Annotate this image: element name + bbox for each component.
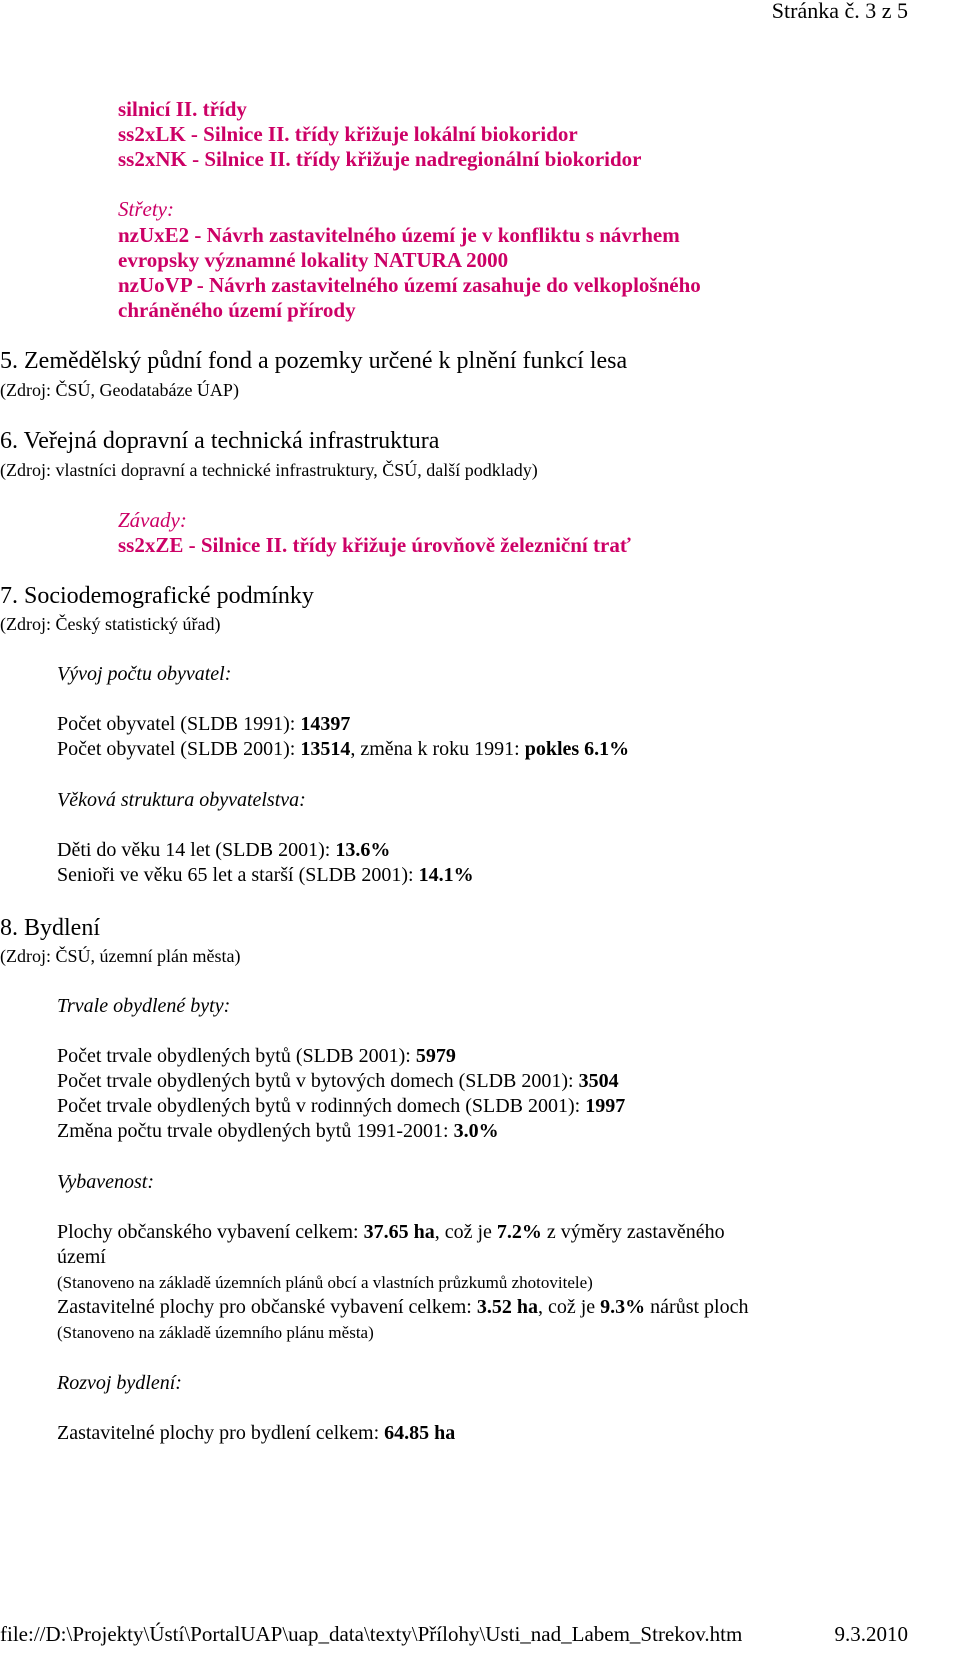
rozvoj-label: Rozvoj bydlení: [57, 1372, 182, 1394]
byty-zmena: Změna počtu trvale obydlených bytů 1991-2001: 3.0% [57, 1120, 499, 1142]
footer-path: file://D:\Projekty\Ústí\PortalUAP\uap_data\texty\Přílohy\Usti_nad_Labem_Strekov.htm [0, 1622, 743, 1646]
bydleni-plochy: Zastavitelné plochy pro bydlení celkem: 64.85 ha [57, 1422, 456, 1444]
section-5-source: (Zdroj: ČSÚ, Geodatabáze ÚAP) [0, 380, 239, 400]
trvale-label: Trvale obydlené byty: [57, 995, 231, 1017]
vyvoj-label: Vývoj počtu obyvatel: [57, 663, 232, 685]
pop-2001: Počet obyvatel (SLDB 2001): 13514, změna k roku 1991: pokles 6.1% [57, 738, 630, 760]
zavady-label: Závady: [118, 508, 187, 532]
zastavitelne-vybaveni: Zastavitelné plochy pro občanské vybavení celkem: 3.52 ha, což je 9.3% nárůst ploch [57, 1296, 749, 1318]
strety-line: nzUoVP - Návrh zastavitelného území zasahuje do velkoplošného [118, 273, 701, 297]
footer-date: 9.3.2010 [834, 1622, 908, 1646]
byty-rodinne-domy: Počet trvale obydlených bytů v rodinných domech (SLDB 2001): 1997 [57, 1095, 626, 1117]
section-7-source: (Zdroj: Český statistický úřad) [0, 614, 221, 634]
pop-1991: Počet obyvatel (SLDB 1991): 14397 [57, 713, 351, 735]
zastavitelne-note: (Stanoveno na základě územního plánu města) [57, 1323, 374, 1342]
section-6-source: (Zdroj: vlastníci dopravní a technické infrastruktury, ČSÚ, další podklady) [0, 460, 538, 480]
vybaveni-plochy-cont: území [57, 1246, 106, 1268]
page-number: Stránka č. 3 z 5 [771, 0, 908, 23]
vybaveni-plochy: Plochy občanského vybavení celkem: 37.65 ha, což je 7.2% z výměry zastavěného [57, 1221, 725, 1243]
vybaveni-note: (Stanoveno na základě územních plánů obcí a vlastních průzkumů zhotovitele) [57, 1273, 593, 1292]
byty-bytove-domy: Počet trvale obydlených bytů v bytových domech (SLDB 2001): 3504 [57, 1070, 619, 1092]
seniors-share: Senioři ve věku 65 let a starší (SLDB 2001): 14.1% [57, 864, 474, 886]
roads-title: silnicí II. třídy [118, 97, 247, 121]
section-6-title: 6. Veřejná dopravní a technická infrastruktura [0, 428, 440, 454]
section-7-title: 7. Sociodemografické podmínky [0, 583, 314, 609]
vybavenost-label: Vybavenost: [57, 1171, 155, 1193]
byty-total: Počet trvale obydlených bytů (SLDB 2001): 5979 [57, 1045, 456, 1067]
zavady-item: ss2xZE - Silnice II. třídy křižuje úrovňově železniční trať [118, 533, 631, 557]
strety-label: Střety: [118, 197, 174, 221]
strety-line: nzUxE2 - Návrh zastavitelného území je v konfliktu s návrhem [118, 223, 680, 247]
road-item: ss2xNK - Silnice II. třídy křižuje nadregionální biokoridor [118, 147, 642, 171]
vek-label: Věková struktura obyvatelstva: [57, 789, 306, 811]
children-share: Děti do věku 14 let (SLDB 2001): 13.6% [57, 839, 391, 861]
section-5-title: 5. Zemědělský půdní fond a pozemky určené k plnění funkcí lesa [0, 348, 628, 374]
strety-line: chráněného území přírody [118, 298, 356, 322]
strety-line: evropsky významné lokality NATURA 2000 [118, 248, 509, 272]
road-item: ss2xLK - Silnice II. třídy křižuje lokální biokoridor [118, 122, 578, 146]
section-8-source: (Zdroj: ČSÚ, územní plán města) [0, 946, 241, 966]
section-8-title: 8. Bydlení [0, 915, 100, 941]
